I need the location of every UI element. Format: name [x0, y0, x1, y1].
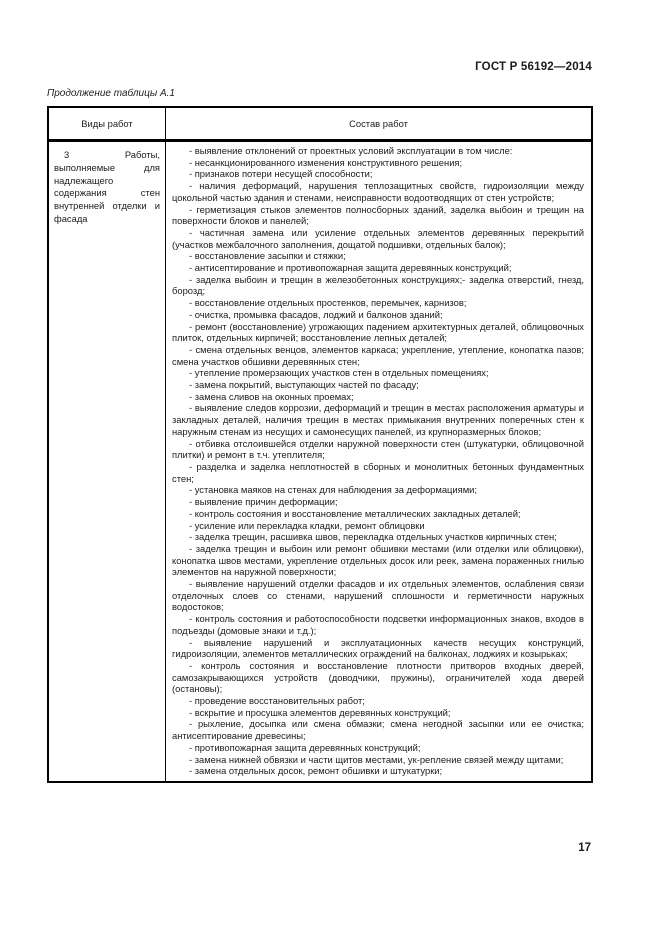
work-item: - проведение восстановительных работ;	[189, 695, 365, 707]
work-item: - контроль состояния и восстановление плотности притворов входных дверей, самозакрывающихся устройств (доводчики, пружины), ограничителей хода дверей (остановы);	[172, 659, 584, 695]
works-content-cell	[166, 141, 593, 782]
work-item: - установка маяков на стенах для наблюдения за деформациями;	[189, 484, 478, 496]
table-continuation-caption: Продолжение таблицы А.1	[47, 88, 175, 99]
works-type-cell: 3 Работы, выполняемые для надлежащего содержания стен внутренней отделки и фасада	[48, 141, 166, 782]
table-header-row	[48, 107, 592, 141]
work-item: - замена отдельных досок, ремонт обшивки и штукатурки;	[189, 765, 443, 777]
work-item: - несанкционированного изменения конструктивного решения;	[189, 156, 463, 168]
table-row	[48, 141, 592, 782]
work-item: - утепление промерзающих участков стен в отдельных помещениях;	[189, 367, 489, 379]
work-item: - замена нижней обвязки и части щитов местами, ук-репление связей между щитами;	[189, 753, 564, 765]
column-header-works-type: Виды работ	[48, 107, 166, 141]
work-item: - выявление следов коррозии, деформаций и трещин в местах расположения арматуры и закладных деталей, наличия трещин в местах примыкания внутренних поперечных стен к наружным стенам из несущих и самонесущих панелей, из крупноразмерных блоков;	[172, 402, 584, 437]
works-table	[47, 106, 593, 783]
work-item: - замена покрытий, выступающих частей по фасаду;	[189, 379, 419, 391]
work-item: - очистка, промывка фасадов, лоджий и балконов зданий;	[189, 308, 443, 320]
work-item: - восстановление отдельных простенков, перемычек, карнизов;	[189, 297, 467, 309]
work-item: - выявление отклонений от проектных условий эксплуатации в том числе:	[189, 145, 513, 156]
work-item: - восстановление засыпки и стяжки;	[189, 250, 346, 262]
work-item: - заделка трещин, расшивка швов, перекладка отдельных участков кирпичных стен;	[189, 531, 557, 543]
work-item: - контроль состояния и работоспособности подсветки информационных знаков, входов в подъезды (домовые знаки и т.д.);	[172, 613, 584, 636]
work-item: - смена отдельных венцов, элементов каркаса; укрепление, утепление, конопатка пазов; смена участков обшивки деревянных стен;	[172, 343, 584, 367]
work-item: - частичная замена или усиление отдельных элементов деревянных перекрытий (участков межбалочного заполнения, дощатой подшивки, отдельных балок);	[172, 226, 584, 250]
work-item: - выявление нарушений и эксплуатационных качеств несущих конструкций, гидроизоляции, элементов металлических ограждений на балконах, лоджиях и козырьках;	[172, 636, 584, 660]
work-item: - ремонт (восстановление) угрожающих падением архитектурных деталей, облицовочных плиток, отдельных кирпичей; восстановление лепных деталей;	[172, 320, 584, 344]
work-item: - вскрытие и просушка элементов деревянных конструкций;	[189, 706, 451, 718]
work-item: - герметизация стыков элементов полносборных зданий, заделка выбоин и трещин на поверхности блоков и панелей;	[172, 203, 584, 227]
column-header-works-content: Состав работ	[166, 107, 593, 141]
work-item: - признаков потери несущей способности;	[189, 168, 373, 180]
work-item: - усиление или перекладка кладки, ремонт облицовки	[189, 519, 425, 531]
document-code: ГОСТ Р 56192—2014	[475, 61, 592, 73]
work-item: - разделка и заделка неплотностей в сборных и монолитных бетонных фундаментных стен;	[172, 460, 584, 484]
work-item: - отбивка отслоившейся отделки наружной поверхности стен (штукатурки, облицовочной плитки) и ремонт в т.ч. утеплителя;	[172, 437, 584, 461]
work-item: - наличия деформаций, нарушения теплозащитных свойств, гидроизоляции между цокольной частью здания и стенами, неисправности водоотводящих от стен устройств;	[172, 180, 584, 203]
work-item: - рыхление, досыпка или смена обмазки; смена негодной засыпки или ее очистка; антисептирование древесины;	[172, 718, 584, 742]
work-item: - замена сливов на оконных проемах;	[189, 390, 354, 402]
page-number: 17	[578, 842, 591, 854]
work-item: - противопожарная защита деревянных конструкций;	[189, 741, 421, 753]
work-item: - выявление нарушений отделки фасадов и их отдельных элементов, ослабления связи отделочных слоев со стенами, нарушений сплошности и герметичности наружных водостоков;	[172, 578, 584, 613]
work-item: - антисептирование и противопожарная защита деревянных конструкций;	[189, 262, 512, 274]
work-item: - выявление причин деформации;	[189, 496, 338, 508]
work-item: - контроль состояния и восстановление металлических закладных деталей;	[189, 507, 521, 519]
work-item: - заделка трещин и выбоин или ремонт обшивки местами (или отделки или облицовки), конопатка швов местами, укрепление отдельных досок или реек, замена пораженных гнилью элементов на наружной поверхности;	[172, 542, 584, 578]
work-item: - заделка выбоин и трещин в железобетонных конструкциях;- заделка отверстий, гнезд, борозд;	[172, 273, 584, 297]
